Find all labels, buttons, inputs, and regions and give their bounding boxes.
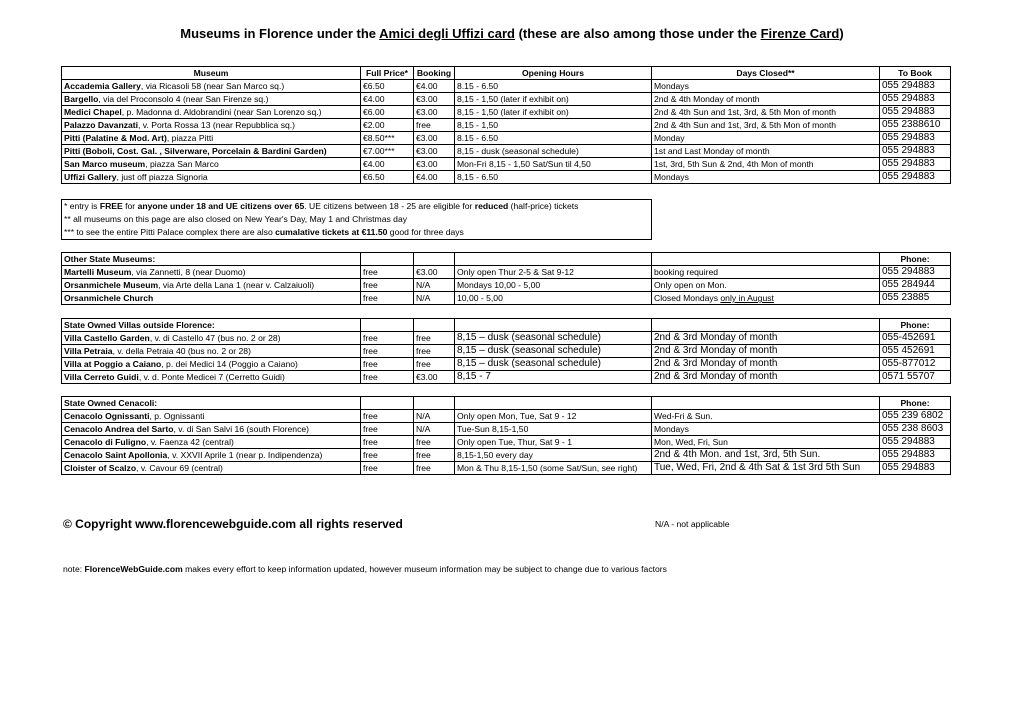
museum-name: Orsanmichele Museum [64, 280, 159, 290]
table-row [62, 171, 951, 184]
closed-cell: Tue, Wed, Fri, 2nd & 4th Sat & 1st 3rd 5th Sun [652, 462, 880, 475]
footnote-3: *** to see the entire Pitti Palace complex there are also cumalative tickets at €11.50 good for three days [64, 227, 464, 237]
museum-address: , p. Madonna d. Aldobrandini (near San Lorenzo sq.) [121, 107, 322, 117]
section-title: State Owned Villas outside Florence: [62, 319, 361, 332]
price-cell: €8.50*** [361, 132, 414, 145]
museum-cell [62, 292, 361, 305]
museum-name: Pitti (Boboli, Cost. Gal. , Silverware, Porcelain & Bardini Garden) [64, 146, 327, 156]
phone-cell: 055 294883 [880, 145, 951, 158]
site-name: FlorenceWebGuide.com [84, 564, 183, 574]
price-cell: €2.00 [361, 119, 414, 132]
table-row [62, 423, 951, 436]
booking-cell: €3.00 [414, 132, 455, 145]
table-row [62, 106, 951, 119]
closed-cell: Mondays [652, 80, 880, 93]
closed-cell: Mon, Wed, Fri, Sun [652, 436, 880, 449]
header-booking: Booking [414, 67, 455, 80]
hours-cell: 8,15 - 1,50 [455, 119, 652, 132]
villa-address: , p. dei Medici 14 (Poggio a Caiano) [161, 359, 298, 369]
table-row [62, 358, 951, 371]
closed-cell: Monday [652, 132, 880, 145]
closed-cell: 2nd & 3rd Monday of month [652, 358, 880, 371]
hours-cell: 8,15 – dusk (seasonal schedule) [455, 358, 652, 371]
main-museums-table [61, 66, 951, 184]
closed-cell: Only open on Mon. [652, 279, 880, 292]
section-title: State Owned Cenacoli: [62, 397, 361, 410]
phone-cell: 055 294883 [880, 158, 951, 171]
hours-cell: Mon & Thu 8,15-1,50 (some Sat/Sun, see right) [455, 462, 652, 475]
villa-name: Villa Castello Garden [64, 333, 150, 343]
booking-cell: free [414, 345, 455, 358]
hours-cell: 8,15 - 6.50 [455, 171, 652, 184]
table-header-row [62, 67, 951, 80]
table-row [62, 462, 951, 475]
title-prefix: Museums in Florence under the [180, 26, 380, 41]
museum-name: Pitti (Palatine & Mod. Art) [64, 133, 167, 143]
museum-cell [62, 106, 361, 119]
amici-card-link[interactable]: Amici degli Uffizi card [379, 26, 515, 41]
booking-cell: €3.00 [414, 93, 455, 106]
phone-cell: 055 294883 [880, 462, 951, 475]
museum-address: , via del Proconsolo 4 (near San Firenze sq.) [98, 94, 269, 104]
footnote-2: ** all museums on this page are also closed on New Year's Day, May 1 and Christmas day [64, 214, 408, 224]
closed-cell: 2nd & 4th Sun and 1st, 3rd, & 5th Mon of month [652, 106, 880, 119]
phone-cell: 055 452691 [880, 345, 951, 358]
booking-cell: free [414, 436, 455, 449]
museum-name: Palazzo Davanzati [64, 120, 139, 130]
museum-name: Medici Chapel [64, 107, 122, 117]
hours-cell: 8,15 - 1,50 (later if exhibit on) [455, 106, 652, 119]
booking-cell: €3.00 [414, 106, 455, 119]
museum-name: Martelli Museum [64, 267, 132, 277]
table-row [62, 132, 951, 145]
other-state-museums-table [61, 252, 951, 305]
table-row [62, 410, 951, 423]
villa-name: Villa at Poggio a Caiano [64, 359, 162, 369]
closed-cell: Wed-Fri & Sun. [652, 410, 880, 423]
closed-cell: 2nd & 4th Sun and 1st, 3rd, & 5th Mon of month [652, 119, 880, 132]
closed-cell: 2nd & 4th Mon. and 1st, 3rd, 5th Sun. [652, 449, 880, 462]
cenacolo-address: , v. Faenza 42 (central) [146, 437, 234, 447]
table-row [62, 371, 951, 384]
na-legend: N/A - not applicable [655, 519, 730, 529]
hours-cell: 8.15 - 6.50 [455, 132, 652, 145]
villa-cell [62, 371, 361, 384]
closed-cell: booking required [652, 266, 880, 279]
phone-cell: 055 294883 [880, 266, 951, 279]
museum-address: , just off piazza Signoria [116, 172, 208, 182]
cenacolo-address: , v. di San Salvi 16 (south Florence) [173, 424, 310, 434]
cenacolo-name: Cenacolo Saint Apollonia [64, 450, 168, 460]
table-row [62, 449, 951, 462]
table-row [62, 292, 951, 305]
header-to-book: To Book [880, 67, 951, 80]
closed-cell: 2nd & 3rd Monday of month [652, 345, 880, 358]
price-cell: €6.00 [361, 106, 414, 119]
price-cell: €6.50 [361, 80, 414, 93]
title-middle: (these are also among those under the [514, 26, 761, 41]
phone-cell: 055 238 8603 [880, 423, 951, 436]
museum-address: , piazza San Marco [145, 159, 219, 169]
cenacolo-name: Cloister of Scalzo [64, 463, 137, 473]
closed-cell: 2nd & 3rd Monday of month [652, 371, 880, 384]
hours-cell: 10,00 - 5,00 [455, 292, 652, 305]
museum-name: Uffizi Gallery [64, 172, 117, 182]
museum-address: , piazza Pitti [166, 133, 214, 143]
footnotes-box [61, 199, 652, 240]
museum-address: , via Zannetti, 8 (near Duomo) [131, 267, 246, 277]
closed-cell: 2nd & 3rd Monday of month [652, 332, 880, 345]
section-header-row [62, 253, 951, 266]
phone-cell: 0571 55707 [880, 371, 951, 384]
table-row [62, 119, 951, 132]
villa-cell [62, 358, 361, 371]
booking-cell: €3.00 [414, 266, 455, 279]
header-opening-hours: Opening Hours [455, 67, 652, 80]
museum-name: Bargello [64, 94, 99, 104]
museum-cell [62, 279, 361, 292]
phone-header: Phone: [900, 320, 930, 330]
hours-cell: 8,15 - 7 [455, 371, 652, 384]
phone-cell: 055 294883 [880, 132, 951, 145]
cenacolo-address: , p. Ognissanti [149, 411, 205, 421]
museum-address: , v. Porta Rossa 13 (near Repubblica sq.) [138, 120, 296, 130]
hours-cell: Only open Thur 2-5 & Sat 9-12 [455, 266, 652, 279]
phone-cell: 055 294883 [880, 436, 951, 449]
booking-cell: €4.00 [414, 80, 455, 93]
table-row [62, 436, 951, 449]
hours-cell: 8,15 - 1,50 (later if exhibit on) [455, 93, 652, 106]
price-cell: free [361, 345, 414, 358]
firenze-card-link[interactable]: Firenze Card [760, 26, 840, 41]
villa-address: , v. d. Ponte Medicei 7 (Cerretto Guidi) [138, 372, 285, 382]
table-row [62, 80, 951, 93]
closed-cell: 1st, 3rd, 5th Sun & 2nd, 4th Mon of month [652, 158, 880, 171]
villa-cell [62, 345, 361, 358]
header-days-closed: Days Closed** [652, 67, 880, 80]
booking-cell: free [414, 462, 455, 475]
booking-cell: €3.00 [414, 158, 455, 171]
phone-cell: 055 239 6802 [880, 410, 951, 423]
table-row [62, 279, 951, 292]
villa-name: Villa Cerreto Guidi [64, 372, 139, 382]
hours-cell: Mondays 10,00 - 5,00 [455, 279, 652, 292]
booking-cell: N/A [414, 279, 455, 292]
phone-cell: 055 23885 [880, 292, 951, 305]
museum-cell [62, 119, 361, 132]
section-header-row [62, 397, 951, 410]
price-cell: free [361, 292, 414, 305]
booking-cell: €4.00 [414, 171, 455, 184]
museum-address: , via Arte della Lana 1 (near v. Calzaiuoli) [158, 280, 315, 290]
booking-cell: free [414, 332, 455, 345]
header-museum: Museum [62, 67, 361, 80]
hours-cell: 8,15 – dusk (seasonal schedule) [455, 345, 652, 358]
museum-name: Orsanmichele Church [64, 293, 154, 303]
booking-cell: free [414, 119, 455, 132]
villa-address: , v. della Petraia 40 (bus no. 2 or 28) [112, 346, 251, 356]
villa-name: Villa Petraia [64, 346, 113, 356]
phone-cell: 055 294883 [880, 449, 951, 462]
price-cell: free [361, 266, 414, 279]
header-full-price: Full Price* [361, 67, 414, 80]
hours-cell: Only open Tue, Thur, Sat 9 - 1 [455, 436, 652, 449]
booking-cell: €3.00 [414, 371, 455, 384]
table-row [62, 93, 951, 106]
price-cell: €7.00*** [361, 145, 414, 158]
phone-cell: 055 294883 [880, 80, 951, 93]
phone-cell: 055-877012 [880, 358, 951, 371]
booking-cell: free [414, 449, 455, 462]
closed-cell: Mondays [652, 423, 880, 436]
villa-cell [62, 332, 361, 345]
museum-name: Accademia Gallery [64, 81, 141, 91]
cenacolo-address: , v. Cavour 69 (central) [136, 463, 223, 473]
booking-cell: N/A [414, 292, 455, 305]
price-cell: free [361, 449, 414, 462]
hours-cell: Tue-Sun 8,15-1,50 [455, 423, 652, 436]
price-cell: €4.00 [361, 158, 414, 171]
hours-cell: 8,15-1,50 every day [455, 449, 652, 462]
table-row [62, 345, 951, 358]
booking-cell: N/A [414, 423, 455, 436]
villas-table [61, 318, 951, 384]
museum-name: San Marco museum [64, 159, 146, 169]
museum-cell [62, 80, 361, 93]
cenacolo-cell [62, 410, 361, 423]
museum-cell [62, 158, 361, 171]
footer-note: note: FlorenceWebGuide.com makes every effort to keep information updated, however museum information may be subject to change due to various factors [63, 564, 667, 574]
hours-cell: 8,15 – dusk (seasonal schedule) [455, 332, 652, 345]
cenacolo-name: Cenacolo Andrea del Sarto [64, 424, 174, 434]
price-cell: €4.00 [361, 93, 414, 106]
hours-cell: Only open Mon, Tue, Sat 9 - 12 [455, 410, 652, 423]
museum-cell [62, 145, 361, 158]
cenacolo-address: , v. XXVII Aprile 1 (near p. Indipendenza) [167, 450, 323, 460]
museum-cell [62, 132, 361, 145]
title-suffix: ) [839, 26, 844, 41]
table-row [62, 332, 951, 345]
footnote-1: * entry is FREE for anyone under 18 and UE citizens over 65. UE citizens between 18 - 25 are eligible for reduced (half-price) tickets [64, 201, 579, 211]
phone-cell: 055 294883 [880, 93, 951, 106]
price-cell: €6.50 [361, 171, 414, 184]
table-row [62, 145, 951, 158]
museum-cell [62, 266, 361, 279]
section-title: Other State Museums: [62, 253, 361, 266]
phone-header: Phone: [900, 254, 930, 264]
museum-address: , via Ricasoli 58 (near San Marco sq.) [140, 81, 285, 91]
cenacolo-name: Cenacolo di Fuligno [64, 437, 147, 447]
phone-cell: 055-452691 [880, 332, 951, 345]
villa-address: , v. di Castello 47 (bus no. 2 or 28) [149, 333, 281, 343]
cenacoli-table [61, 396, 951, 475]
price-cell: free [361, 358, 414, 371]
cenacolo-name: Cenacolo Ognissanti [64, 411, 150, 421]
closed-cell: 2nd & 4th Monday of month [652, 93, 880, 106]
booking-cell: N/A [414, 410, 455, 423]
copyright-notice: © Copyright www.florencewebguide.com all rights reserved [63, 517, 403, 531]
price-cell: free [361, 410, 414, 423]
cenacolo-cell [62, 436, 361, 449]
page-title [0, 26, 1024, 41]
price-cell: free [361, 462, 414, 475]
cenacolo-cell [62, 423, 361, 436]
hours-cell: 8,15 - dusk (seasonal schedule) [455, 145, 652, 158]
phone-cell: 055 2388610 [880, 119, 951, 132]
phone-cell: 055 294883 [880, 171, 951, 184]
price-cell: free [361, 423, 414, 436]
phone-header: Phone: [900, 398, 930, 408]
hours-cell: Mon-Fri 8,15 - 1,50 Sat/Sun til 4,50 [455, 158, 652, 171]
closed-cell: Mondays [652, 171, 880, 184]
price-cell: free [361, 279, 414, 292]
price-cell: free [361, 436, 414, 449]
closed-cell: 1st and Last Monday of month [652, 145, 880, 158]
cenacolo-cell [62, 462, 361, 475]
closed-cell: Closed Mondays only in August [652, 292, 880, 305]
hours-cell: 8.15 - 6.50 [455, 80, 652, 93]
price-cell: free [361, 332, 414, 345]
booking-cell: €3.00 [414, 145, 455, 158]
cenacolo-cell [62, 449, 361, 462]
phone-cell: 055 294883 [880, 106, 951, 119]
price-cell: free [361, 371, 414, 384]
booking-cell: free [414, 358, 455, 371]
table-row [62, 158, 951, 171]
museum-cell [62, 93, 361, 106]
section-header-row [62, 319, 951, 332]
table-row [62, 266, 951, 279]
museum-cell [62, 171, 361, 184]
phone-cell: 055 284944 [880, 279, 951, 292]
